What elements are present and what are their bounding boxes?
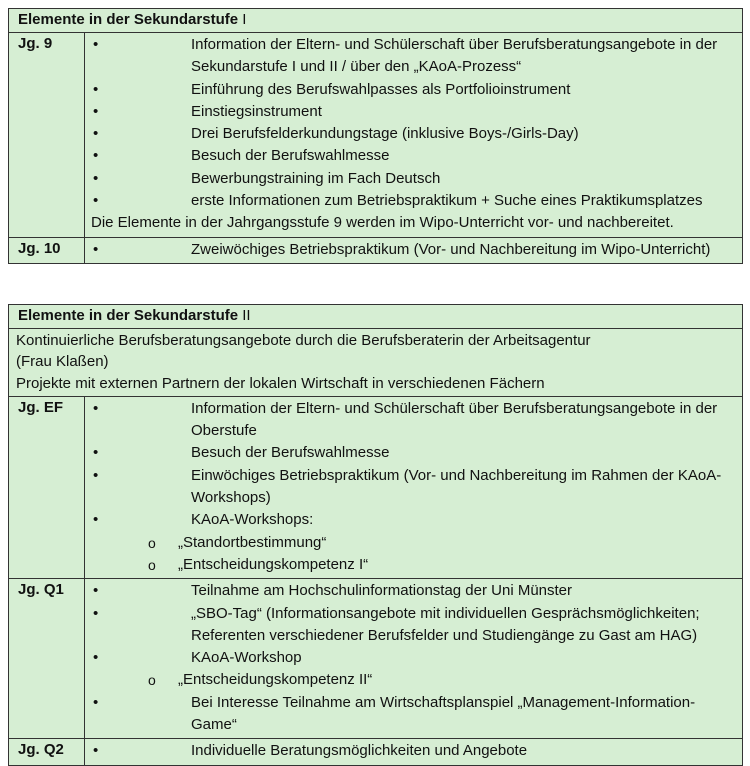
list-item: • KAoA-Workshop [93,647,734,669]
table-header [9,9,743,33]
intro-line: Kontinuierliche Berufsberatungsangebote durch die Berufsberaterin der Arbeitsagentur [16,332,591,349]
table-sekundarstufe-2 [8,304,743,766]
intro-line: Projekte mit externen Partnern der lokalen Wirtschaft in verschiedenen Fächern [16,374,545,392]
grade-label: Jg. 9 [9,33,85,238]
grade-label: Jg. Q2 [9,739,85,765]
list-item: • Individuelle Beratungsmöglichkeiten und Angebote [93,740,734,762]
bullet-list [93,239,734,261]
list-item: • Bewerbungstraining im Fach Deutsch [93,168,734,190]
list-item: • Drei Berufsfelderkundungstage (inklusive Boys-/Girls-Day) [93,123,734,145]
sub-list [121,532,734,577]
list-item: • Einführung des Berufswahlpasses als Portfolioinstrument [93,79,734,101]
sub-list-item: o „Entscheidungskompetenz II“ [121,669,734,691]
list-item: • Information der Eltern- und Schülerschaft über Berufsberatungsangebote in der Oberstufe [93,398,734,443]
table-row [9,237,743,263]
bullet-list [93,580,734,669]
sub-list-item: o „Entscheidungskompetenz I“ [121,554,734,576]
intro-cell [9,329,743,397]
list-item: • Information der Eltern- und Schülerschaft über Berufsberatungsangebote in der Sekundarstufe I und II / über den „KAoA-Prozess“ [93,34,734,79]
header-roman-numeral: II [242,307,251,324]
bullet-list [93,740,734,762]
list-item: • Teilnahme am Hochschulinformationstag der Uni Münster [93,580,734,602]
sub-list [121,669,734,691]
grade-label: Jg. Q1 [9,579,85,739]
header-bold-text: Elemente in der Sekundarstufe [18,307,243,324]
row-content [85,237,743,263]
grade-label: Jg. EF [9,396,85,578]
list-item: • Besuch der Berufswahlmesse [93,145,734,167]
header-bold-text: Elemente in der Sekundarstufe [18,11,243,28]
grade-label: Jg. 10 [9,237,85,263]
row-content [85,396,743,578]
list-item: • „SBO-Tag“ (Informationsangebote mit individuellen Gesprächsmöglichkeiten; Referenten verschiedener Berufsfelder und Studiengänge zu Gast am HAG) [93,603,734,648]
table-row [9,396,743,578]
list-item: • KAoA-Workshops: [93,509,734,531]
row-note: Die Elemente in der Jahrgangsstufe 9 werden im Wipo-Unterricht vor- und nachbereitet. [91,214,674,232]
row-content [85,33,743,238]
list-item: • erste Informationen zum Betriebspraktikum + Suche eines Praktikumsplatzes [93,190,734,212]
sub-list-item: o „Standortbestimmung“ [121,532,734,554]
table-row [9,33,743,238]
header-roman-numeral: I [242,11,247,28]
bullet-list [93,692,734,737]
row-content [85,739,743,765]
table-row [9,739,743,765]
list-item: • Besuch der Berufswahlmesse [93,442,734,464]
list-item: • Einwöchiges Betriebspraktikum (Vor- und Nachbereitung im Rahmen der KAoA-Workshops) [93,465,734,510]
bullet-list [93,398,734,532]
list-item: • Zweiwöchiges Betriebspraktikum (Vor- und Nachbereitung im Wipo-Unterricht) [93,239,734,261]
table-sekundarstufe-1 [8,8,743,264]
bullet-list [93,34,734,212]
row-content [85,579,743,739]
table-header [9,305,743,329]
list-item: • Einstiegsinstrument [93,101,734,123]
intro-line: (Frau Klaßen) [16,353,109,371]
list-item: • Bei Interesse Teilnahme am Wirtschaftsplanspiel „Management-Information-Game“ [93,692,734,737]
table-row [9,579,743,739]
